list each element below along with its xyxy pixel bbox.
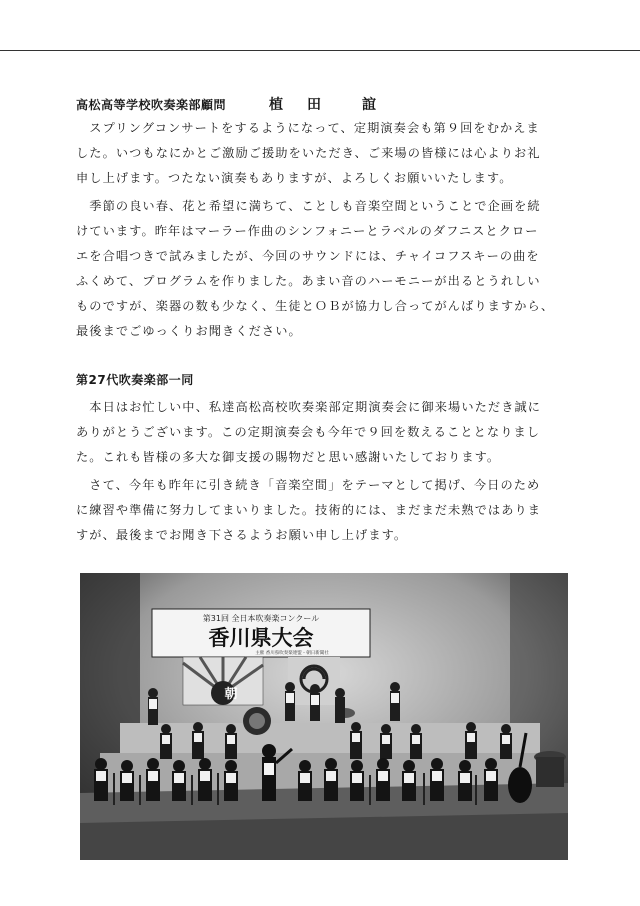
advisor-name-part: 植 — [269, 97, 283, 113]
banner-sponsor-text: 主催 香川県吹奏楽連盟・朝日新聞社 — [255, 651, 329, 656]
banner-small-text: 第31回 全日本吹奏楽コンクール — [202, 614, 320, 623]
text-line: に練習や準備に努力してまいりました。技術的には、まだまだ未熟ではありま — [76, 503, 542, 517]
banner-large-text: 香川県大会 — [208, 626, 314, 650]
text-line: ものですが、楽器の数も少なく、生徒とＯＢが協力し合ってがんばりますから、 — [76, 299, 555, 313]
text-line: さて、今年も昨年に引き続き「音楽空間」をテーマとして掲げ、今日のため — [76, 478, 541, 492]
advisor-heading — [76, 96, 376, 113]
members-paragraph-1 — [76, 395, 596, 470]
text-line: 最後までごゆっくりお聞きください。 — [76, 324, 302, 338]
advisor-title: 高松高等学校吹奏楽部顧問 — [76, 98, 227, 112]
advisor-paragraph-2 — [76, 194, 596, 344]
advisor-name-part: 誼 — [362, 97, 376, 113]
text-line: した。いつもなにかとご激励ご援助をいただき、ご来場の皆様には心よりお礼 — [76, 146, 541, 160]
flag-character: 朝 — [224, 687, 238, 702]
band-photo-image — [80, 573, 568, 860]
text-line: 本日はお忙しい中、私達高松高校吹奏楽部定期演奏会に御来場いただき誠に — [76, 400, 542, 414]
members-paragraph-2 — [76, 473, 596, 548]
text-line: スプリングコンサートをするようになって、定期演奏会も第９回をむかえま — [76, 121, 540, 135]
text-line: ふくめて、プログラムを作りました。あまい音のハーモニーが出るとうれしい — [76, 274, 541, 288]
advisor-name-part: 田 — [307, 97, 321, 113]
text-line: エを合唱つきで試みましたが、今回のサウンドには、チャイコフスキーの曲を — [76, 249, 540, 263]
text-line: 申し上げます。つたない演奏もありますが、よろしくお願いいたします。 — [76, 171, 513, 185]
advisor-paragraph-1 — [76, 116, 596, 191]
text-line: た。これも皆様の多大な御支援の賜物だと思い感謝いたしております。 — [76, 450, 501, 464]
top-rule — [0, 50, 640, 51]
band-photo — [80, 573, 568, 860]
text-line: 季節の良い春、花と希望に満ちて、ことしも音楽空間ということで企画を続 — [76, 199, 541, 213]
text-line: ありがとうございます。この定期演奏会も今年で９回を数えることとなりまし — [76, 425, 541, 439]
text-line: けています。昨年はマーラー作曲のシンフォニーとラベルのダフニスとクロー — [76, 224, 539, 238]
members-heading: 第27代吹奏楽部一同 — [76, 373, 194, 387]
text-line: すが、最後までお聞き下さるようお願い申し上げます。 — [76, 528, 408, 542]
